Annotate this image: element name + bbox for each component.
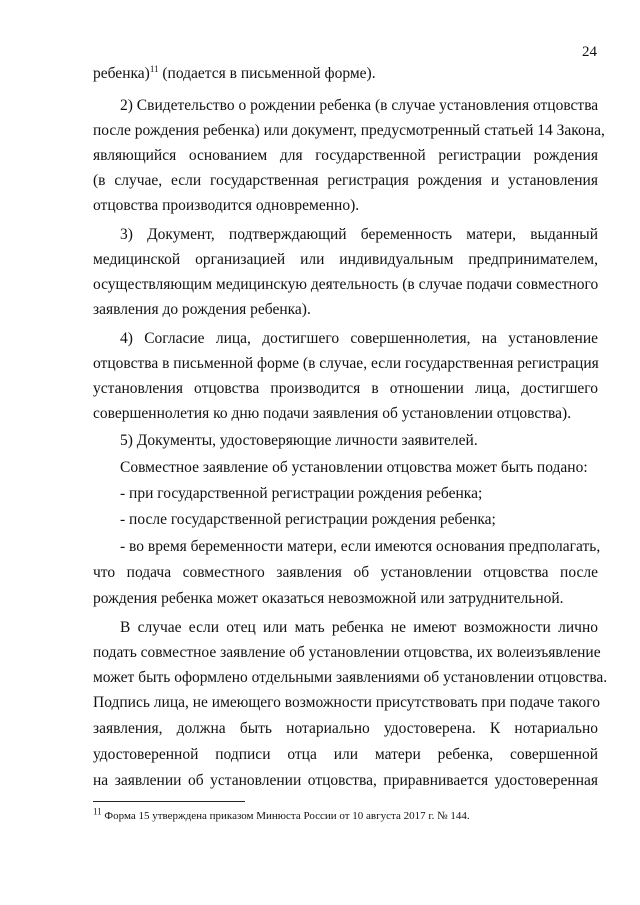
footnote-mark: 11 [93, 806, 102, 817]
text-line: являющийся основанием для государственной регистрации рождения [93, 147, 598, 164]
footnote-text: Форма 15 утверждена приказом Минюста России от 10 августа 2017 г. № 144. [101, 810, 470, 822]
line-text: ребенка) [93, 65, 150, 82]
text-line: осуществляющим медицинскую деятельность (в случае подачи совместного [93, 276, 599, 293]
text-line: отцовства в письменной форме (в случае, если государственная регистрация [93, 355, 599, 372]
text-line: Подпись лица, не имеющего возможности присутствовать при подаче такого [93, 694, 600, 711]
text-line: установления отцовства производится в отношении лица, достигшего [93, 380, 598, 397]
text-line: - во время беременности матери, если имеются основания предполагать, [120, 538, 601, 555]
text-line: совершеннолетия ко дню подачи заявления об установлении отцовства). [93, 405, 572, 422]
text-line: 4) Согласие лица, достигшего совершеннолетия, на установление [120, 330, 598, 347]
text-line: - после государственной регистрации рождения ребенка; [120, 511, 496, 528]
text-line: удостоверенной подписи отца или матери ребенка, совершенной [93, 746, 598, 763]
text-line: медицинской организацией или индивидуальным предпринимателем, [93, 251, 598, 268]
text-line: 5) Документы, удостоверяющие личности заявителей. [120, 432, 478, 449]
footnote-ref: 11 [149, 63, 159, 74]
line-text-tail: (подается в письменной форме). [158, 65, 376, 82]
text-line: рождения ребенка может оказаться невозможной или затруднительной. [93, 590, 564, 607]
text-line: Совместное заявление об установлении отцовства может быть подано: [120, 459, 588, 476]
text-line: отцовства производится одновременно). [93, 197, 360, 214]
text-line: заявления, должна быть нотариально удостоверена. К нотариально [93, 720, 598, 737]
text-line: подать совместное заявление об установлении отцовства, их волеизъявление [93, 644, 601, 661]
text-line: 2) Свидетельство о рождении ребенка (в случае установления отцовства [120, 97, 599, 114]
text-line [93, 64, 598, 84]
text-line: (в случае, если государственная регистрация рождения и установления [93, 172, 598, 189]
footnote [93, 806, 470, 822]
text-line: заявления до рождения ребенка). [93, 301, 311, 318]
text-line: - при государственной регистрации рождения ребенка; [120, 485, 483, 502]
text-line: после рождения ребенка) или документ, предусмотренный статьей 14 Закона, [93, 122, 605, 139]
text-line: на заявлении об установлении отцовства, приравнивается удостоверенная [93, 772, 598, 789]
text-line: может быть оформлено отдельными заявлениями об установлении отцовства. [93, 669, 608, 686]
text-line: что подача совместного заявления об установлении отцовства после [93, 564, 598, 581]
footnote-divider [93, 801, 245, 802]
text-line: В случае если отец или мать ребенка не имеют возможности лично [120, 619, 598, 636]
page-number: 24 [582, 44, 597, 60]
text-line: 3) Документ, подтверждающий беременность матери, выданный [120, 226, 598, 243]
